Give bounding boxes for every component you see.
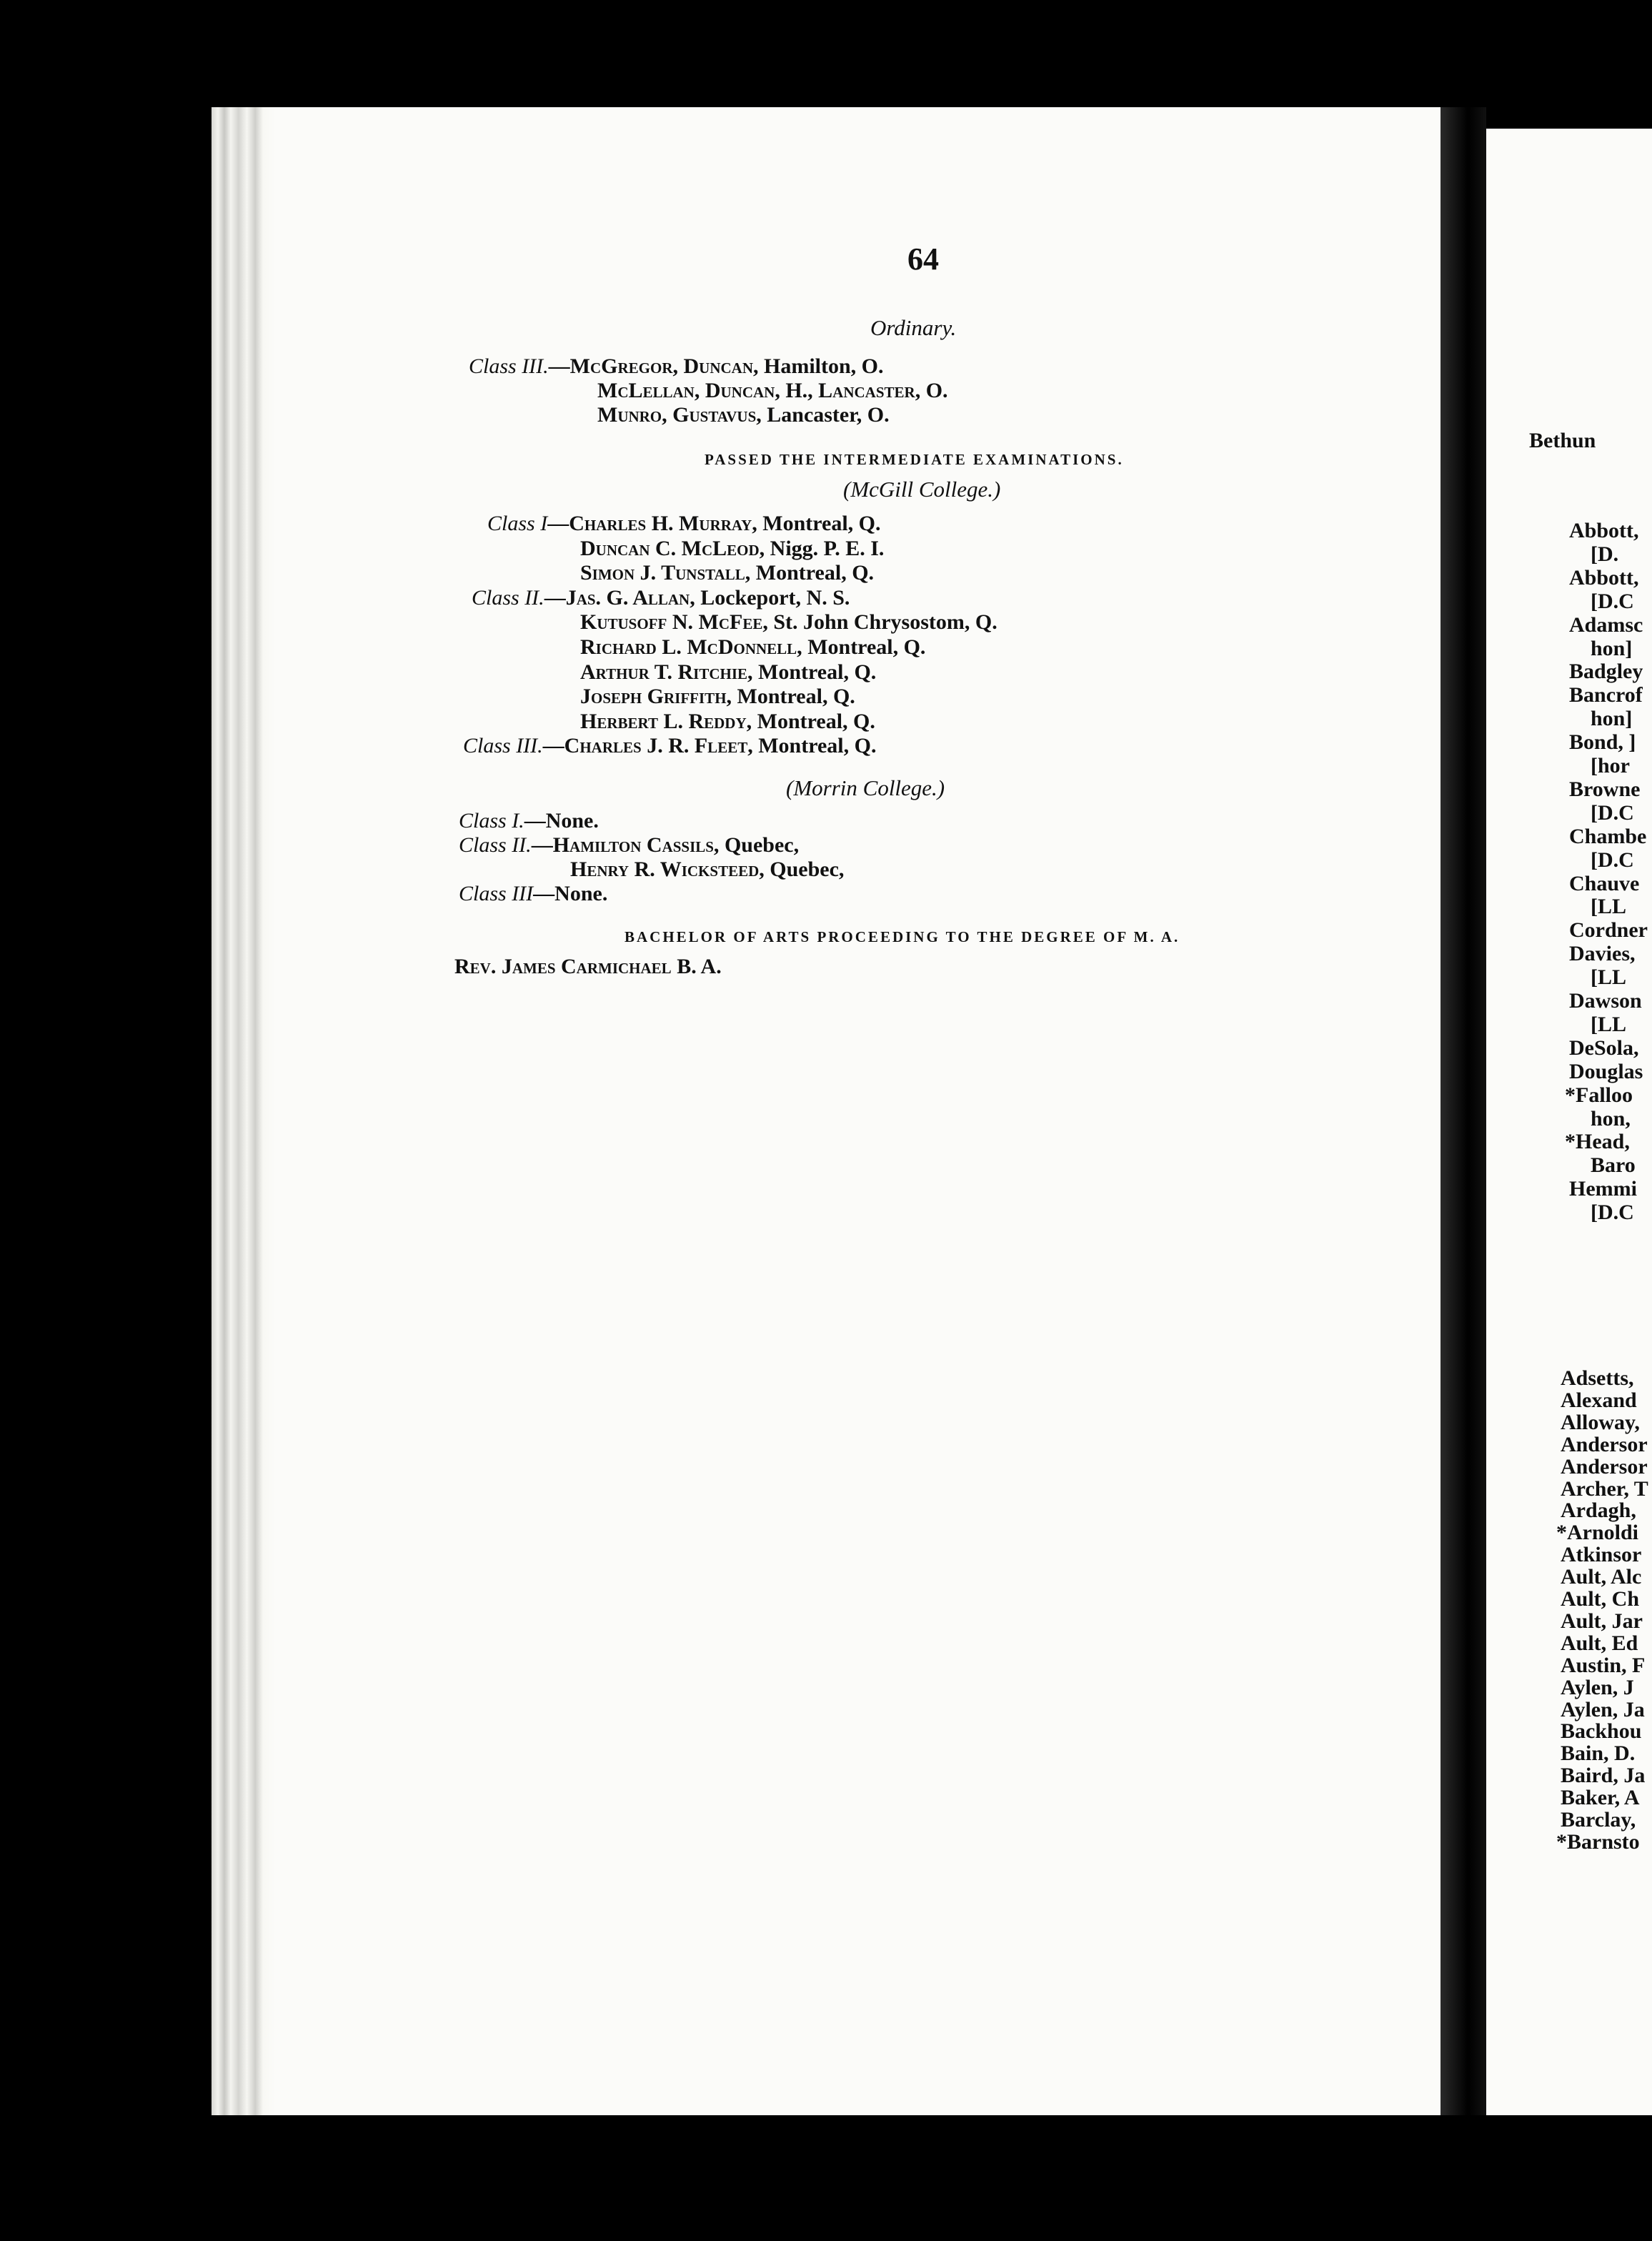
person-name: Hamilton Cassils, — [552, 833, 720, 857]
right-page — [1486, 129, 1652, 2115]
ordinary-entry — [469, 354, 884, 379]
right-entry: Chambe — [1569, 824, 1647, 848]
bachelor-suffix: B. A. — [671, 955, 722, 978]
right-entry: Abbott, — [1569, 565, 1639, 590]
right-entry: Ault, Ed — [1561, 1631, 1638, 1655]
right-entry: Ault, Ch — [1561, 1587, 1640, 1611]
class-label: Class III. — [463, 734, 543, 758]
right-entry: Chauve — [1569, 871, 1640, 895]
place-text: Montreal, Q. — [752, 660, 877, 684]
place-text: Montreal, Q. — [752, 734, 877, 758]
class-label: Class I. — [459, 809, 524, 833]
class-separator: — — [542, 734, 564, 758]
right-entry: Alexand — [1561, 1388, 1637, 1412]
right-entry: hon] — [1591, 707, 1633, 731]
person-name: Herbert L. Reddy, — [580, 709, 752, 733]
mcgill-entry — [487, 512, 881, 536]
person-name: Henry R. Wickstеed, — [570, 858, 765, 881]
class-label: Class I — [487, 512, 548, 535]
place-text: Quebec, — [764, 858, 845, 881]
intermediate-heading: PASSED THE INTERMEDIATE EXAMINATIONS. — [705, 451, 1124, 468]
right-entry: [D.C — [1591, 848, 1634, 872]
ordinary-entry — [597, 403, 890, 427]
right-entry: Browne — [1569, 777, 1641, 801]
bachelor-name: Rev. James Carmichael — [454, 955, 672, 978]
ordinary-title: Ordinary. — [870, 315, 957, 340]
right-entry: Baird, Ja — [1561, 1764, 1646, 1788]
right-entry: Baro — [1591, 1153, 1636, 1178]
right-entry: *Falloo — [1565, 1083, 1633, 1107]
right-entry: Backhou — [1561, 1719, 1642, 1744]
place-text: Montreal, Q. — [757, 512, 881, 535]
right-entry: Adamsc — [1569, 612, 1643, 637]
right-entry: [LL — [1591, 1012, 1627, 1036]
class-separator: — — [524, 809, 546, 833]
place-text: None. — [554, 882, 608, 905]
person-name: Arthur T. Ritchie, — [580, 660, 753, 684]
place-text: Montreal, Q. — [732, 685, 855, 709]
right-entry: Andersor — [1561, 1432, 1648, 1456]
morrin-title: (Morrin College.) — [786, 775, 945, 800]
right-entry: hon] — [1591, 636, 1633, 660]
person-name: Richard L. McDonnell, — [580, 635, 802, 659]
person-name: Kutusoff N. McFee, — [580, 610, 768, 635]
right-entry: Andersor — [1561, 1454, 1648, 1479]
place-text: Quebec, — [719, 833, 800, 857]
right-entry: [LL — [1591, 965, 1627, 990]
right-entry: *Head, — [1565, 1130, 1630, 1154]
right-entry: Baker, A — [1561, 1786, 1640, 1810]
right-entry: [hor — [1591, 754, 1630, 777]
mcgill-entry — [580, 685, 855, 709]
person-name: Charles J. R. Fleet, — [564, 734, 753, 758]
right-entry: Ardagh, — [1561, 1499, 1636, 1523]
morrin-entry — [459, 882, 607, 906]
right-entry: [D.C — [1591, 1201, 1634, 1225]
place-text: Nigg. P. E. I. — [765, 536, 885, 560]
class-separator: — — [548, 354, 570, 378]
right-entry: hon, — [1591, 1106, 1631, 1131]
right-entry: Davies, — [1569, 942, 1636, 966]
right-entry: [LL — [1591, 895, 1627, 919]
ordinary-entry — [597, 379, 948, 403]
right-entry: Aylen, J — [1561, 1675, 1634, 1699]
right-entry: Bancrof — [1569, 683, 1643, 707]
right-entry: Barclay, — [1561, 1808, 1636, 1832]
mcgill-entry — [580, 610, 997, 635]
mcgill-entry — [580, 660, 876, 685]
book-gutter — [1440, 107, 1486, 2115]
class-label: Class III. — [469, 354, 549, 378]
morrin-entry — [459, 809, 599, 833]
person-name: Joseph Griffith, — [580, 685, 732, 709]
right-entry: Dawson — [1569, 989, 1642, 1013]
person-name: Munro, Gustavus, — [597, 403, 762, 427]
right-entry: *Barnsto — [1556, 1829, 1640, 1854]
place-text: Montreal, Q. — [750, 561, 875, 585]
place-text: St. John Chrysostom, Q. — [767, 610, 997, 635]
place-text: Hamilton, O. — [758, 354, 884, 378]
right-entry: Bain, D. — [1561, 1741, 1636, 1766]
class-separator: — — [531, 833, 553, 857]
place-text: Lancaster, O. — [761, 403, 890, 427]
bachelor-entry — [454, 955, 722, 979]
person-name: Jas. G. Allan, — [565, 585, 695, 610]
place-text: Montreal, Q. — [752, 709, 875, 733]
class-separator: — — [544, 585, 566, 610]
place-text: Lockeport, N. S. — [695, 585, 850, 610]
right-entry: Alloway, — [1561, 1410, 1640, 1434]
right-entry: Badgley — [1569, 660, 1643, 684]
right-entry: Bond, ] — [1569, 730, 1636, 755]
right-entry: Adsetts, — [1561, 1366, 1634, 1390]
class-label: Class II. — [459, 833, 532, 857]
person-name: Simon J. Tunstall, — [580, 561, 751, 585]
page-number: 64 — [907, 242, 939, 277]
right-entry: Austin, F — [1561, 1653, 1646, 1677]
right-entry: *Arnoldi — [1556, 1521, 1639, 1545]
right-entry: [D.C — [1591, 800, 1634, 825]
right-entry: Ault, Alc — [1561, 1565, 1642, 1589]
right-entry: Hemmi — [1569, 1177, 1637, 1201]
place-text: Montreal, Q. — [802, 635, 926, 659]
person-name: McLellan, Duncan, H., Lancaster, — [597, 379, 921, 402]
right-entry: Cordner — [1569, 918, 1648, 943]
mcgill-entry — [580, 710, 875, 734]
right-entry: DeSola, — [1569, 1035, 1639, 1060]
mcgill-entry — [580, 537, 884, 561]
person-name: McGregor, Duncan, — [569, 354, 759, 378]
bachelor-heading: BACHELOR OF ARTS PROCEEDING TO THE DEGREE OF M. A. — [625, 928, 1180, 945]
morrin-entry — [459, 833, 799, 858]
mcgill-entry — [472, 586, 850, 610]
page-edge-stack — [212, 107, 276, 2115]
right-entry: [D. — [1591, 542, 1619, 566]
morrin-entry — [570, 858, 844, 882]
mcgill-entry — [580, 561, 874, 585]
class-separator: — — [533, 882, 555, 905]
mcgill-title: (McGill College.) — [843, 477, 1001, 502]
right-entry: [D.C — [1591, 589, 1634, 613]
person-name: Duncan C. McLeod, — [580, 536, 765, 560]
right-entry: Douglas — [1569, 1059, 1643, 1083]
right-entry: Aylen, Ja — [1561, 1697, 1645, 1721]
right-top-line: Bethun — [1529, 429, 1596, 452]
mcgill-entry — [580, 635, 925, 660]
person-name: Charles H. Murray, — [569, 512, 757, 535]
place-text: O. — [920, 379, 948, 402]
right-entry: Ault, Jar — [1561, 1609, 1643, 1633]
right-entry: Atkinsor — [1561, 1543, 1642, 1567]
class-separator: — — [547, 512, 569, 535]
right-entry: Archer, T — [1561, 1476, 1648, 1501]
class-label: Class III — [459, 882, 534, 905]
place-text: None. — [545, 809, 599, 833]
mcgill-entry — [463, 734, 876, 758]
right-entry: Abbott, — [1569, 519, 1639, 542]
class-label: Class II. — [472, 585, 544, 610]
